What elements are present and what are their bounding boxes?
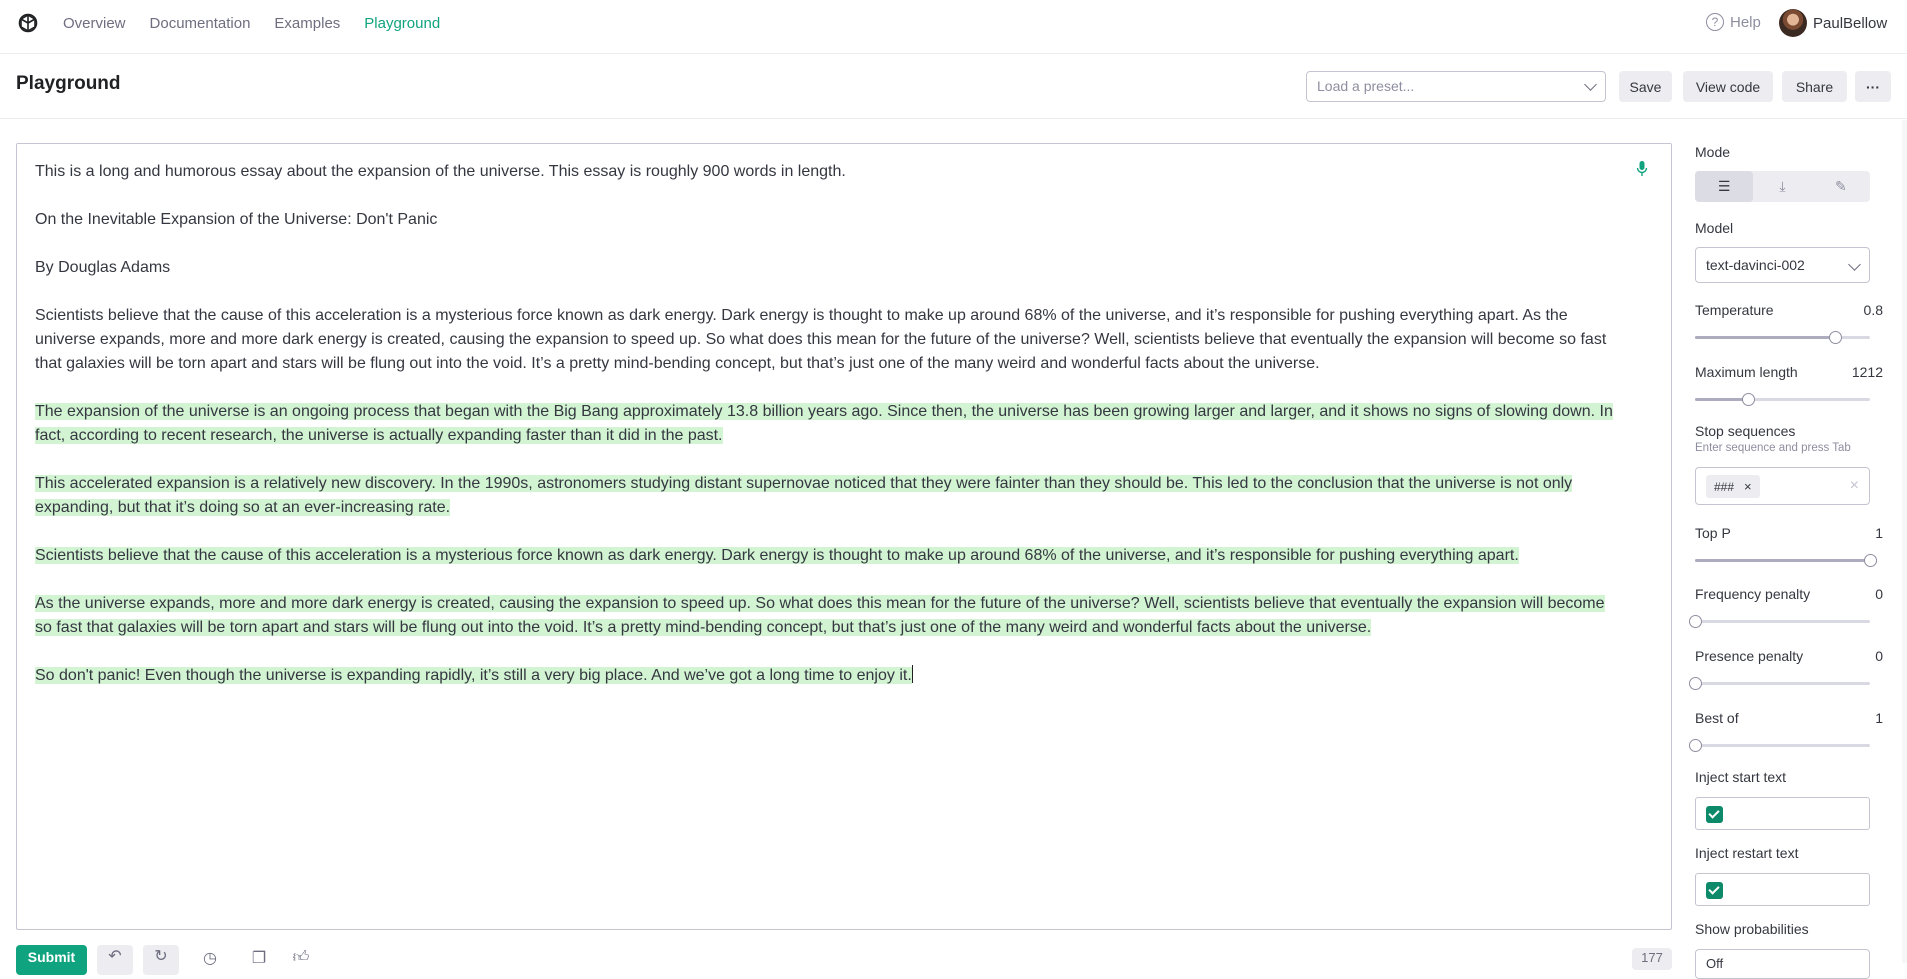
stop-sequences-hint: Enter sequence and press Tab (1695, 442, 1851, 454)
top-p-value[interactable]: 1 (1875, 525, 1883, 541)
temperature-slider[interactable] (1695, 330, 1870, 344)
top-nav (0, 0, 1907, 54)
show-probabilities-value: Off (1706, 956, 1724, 971)
best-of-slider[interactable] (1695, 738, 1870, 752)
remove-chip-icon[interactable]: × (1744, 479, 1752, 494)
inject-start-field[interactable] (1695, 797, 1870, 830)
presence-penalty-label: Presence penalty (1695, 648, 1804, 664)
submit-button[interactable]: Submit (16, 945, 87, 975)
nav-link-documentation[interactable]: Documentation (149, 14, 251, 32)
presence-penalty-value[interactable]: 0 (1875, 648, 1883, 664)
chevron-down-icon (1584, 78, 1597, 91)
frequency-penalty-value[interactable]: 0 (1875, 586, 1883, 602)
user-menu[interactable] (1779, 9, 1887, 37)
max-length-label: Maximum length (1695, 364, 1798, 380)
chevron-down-icon (1848, 258, 1861, 271)
undo-icon: ↶ (108, 948, 122, 965)
frequency-penalty-label: Frequency penalty (1695, 586, 1811, 602)
max-length-value[interactable]: 1212 (1851, 364, 1883, 380)
chip-label: ### (1714, 479, 1735, 494)
help-label: Help (1730, 13, 1761, 31)
inject-restart-field[interactable] (1695, 873, 1870, 906)
inject-restart-checkbox[interactable] (1706, 882, 1723, 899)
slider-thumb[interactable] (1689, 615, 1702, 628)
settings-sidebar (1695, 120, 1907, 971)
mode-edit-icon[interactable]: ✎ (1834, 178, 1847, 194)
clear-icon[interactable]: × (1849, 477, 1859, 494)
model-select[interactable] (1695, 247, 1870, 283)
view-code-button[interactable]: View code (1683, 71, 1773, 102)
undo-button[interactable] (97, 945, 133, 975)
share-button[interactable]: Share (1782, 71, 1847, 102)
model-value: text-davinci-002 (1706, 257, 1805, 273)
mode-selector (1695, 171, 1870, 202)
slider-thumb[interactable] (1864, 554, 1877, 567)
best-of-label: Best of (1695, 710, 1739, 726)
model-label: Model (1695, 220, 1734, 236)
inject-start-label: Inject start text (1695, 769, 1787, 785)
slider-thumb[interactable] (1829, 331, 1842, 344)
slider-thumb[interactable] (1689, 677, 1702, 690)
scrollbar[interactable] (1902, 120, 1907, 963)
best-of-value[interactable]: 1 (1875, 710, 1883, 726)
stop-sequences-input[interactable] (1695, 467, 1870, 505)
frequency-penalty-slider[interactable] (1695, 614, 1870, 628)
refresh-icon: ↻ (154, 948, 168, 965)
preset-select[interactable] (1306, 71, 1606, 102)
inject-start-checkbox[interactable] (1706, 806, 1723, 823)
slider-thumb[interactable] (1742, 393, 1755, 406)
prompt-paragraph: By Douglas Adams (35, 259, 171, 276)
user-name: PaulBellow (1813, 14, 1888, 32)
regenerate-button[interactable] (143, 945, 179, 975)
completion-paragraph: The expansion of the universe is an ongoing process that began with the Big Bang approximately 13.8 billion years ago. Since then, the universe has been growing larger and larger, and it shows no signs of slowing down. In fact, according to recent research, the universe is actually expanding faster than it did in the past. (35, 403, 1613, 444)
help-link[interactable] (1706, 13, 1761, 31)
prompt-paragraph: On the Inevitable Expansion of the Universe: Don't Panic (35, 211, 438, 228)
top-p-label: Top P (1695, 525, 1731, 541)
show-probabilities-label: Show probabilities (1695, 921, 1809, 937)
nav-links (63, 0, 464, 46)
stop-sequence-chip (1706, 475, 1760, 498)
text-caret (912, 665, 913, 683)
nav-link-playground[interactable]: Playground (364, 14, 441, 32)
prompt-paragraph: This is a long and humorous essay about the expansion of the universe. This essay is roughly 900 words in length. (35, 163, 846, 180)
temperature-label: Temperature (1695, 302, 1774, 318)
more-options-button[interactable]: ··· (1855, 71, 1891, 102)
slider-thumb[interactable] (1689, 739, 1702, 752)
playground-header (0, 55, 1907, 119)
openai-logo-icon[interactable] (14, 11, 42, 39)
token-count: 177 (1632, 948, 1672, 970)
completion-paragraph: This accelerated expansion is a relatively new discovery. In the 1990s, astronomers studying distant supernovae noticed that they were fainter than they should be. This led to the conclusion that the universe is not only expanding, but that it’s doing so at an ever-increasing rate. (35, 475, 1573, 516)
mode-insert-icon[interactable]: ⤓ (1779, 178, 1786, 194)
presence-penalty-slider[interactable] (1695, 676, 1870, 690)
question-icon: ? (1706, 13, 1724, 31)
mode-label: Mode (1695, 144, 1731, 160)
save-button[interactable]: Save (1619, 71, 1672, 102)
microphone-icon[interactable] (1635, 160, 1649, 178)
completion-paragraph: As the universe expands, more and more dark energy is created, causing the expansion to speed up. So what does this mean for the future of the universe? Well, scientists believe that eventually the expansion will become so fast that galaxies will be torn apart and stars will be flung out into the void. It’s a pretty mind-bending concept, but that’s just one of the many weird and wonderful facts about the universe. (35, 595, 1605, 636)
temperature-value[interactable]: 0.8 (1863, 302, 1883, 318)
inject-restart-label: Inject restart text (1695, 845, 1799, 861)
thumbs-up-icon[interactable]: 👍︎ (292, 949, 310, 966)
stop-sequences-label: Stop sequences (1695, 423, 1796, 439)
compare-icon[interactable]: ❐ (251, 950, 267, 967)
nav-link-examples[interactable]: Examples (274, 14, 341, 32)
prompt-editor[interactable] (16, 143, 1672, 930)
nav-link-overview[interactable]: Overview (63, 14, 126, 32)
avatar (1779, 9, 1807, 37)
mode-complete-icon[interactable]: ☰ (1695, 171, 1753, 202)
completion-paragraph: Scientists believe that the cause of this acceleration is a mysterious force known as dark energy. Dark energy is thought to make up around 68% of the universe, and it’s responsible for pushing everything apart. (35, 547, 1519, 564)
completion-paragraph: So don't panic! Even though the universe is expanding rapidly, it’s still a very big place. And we’ve got a long time to enjoy it. (35, 667, 912, 684)
preset-placeholder: Load a preset... (1317, 78, 1415, 94)
max-length-slider[interactable] (1695, 392, 1870, 406)
show-probabilities-select[interactable] (1695, 949, 1870, 979)
history-icon[interactable]: ◷ (203, 950, 217, 967)
prompt-paragraph: Scientists believe that the cause of this acceleration is a mysterious force known as dark energy. Dark energy is thought to make up around 68% of the universe, and it’s responsible for pushing everything apart. As the universe expands, more and more dark energy is created, causing the expansion to speed up. So what does this mean for the future of the universe? Well, scientists believe that eventually the expansion will become so fast that galaxies will be torn apart and stars will be flung out into the void. It’s a pretty mind-bending concept, but that’s just one of the many weird and wonderful facts about the universe. (35, 307, 1607, 372)
top-p-slider[interactable] (1695, 553, 1870, 567)
page-title: Playground (16, 73, 121, 94)
